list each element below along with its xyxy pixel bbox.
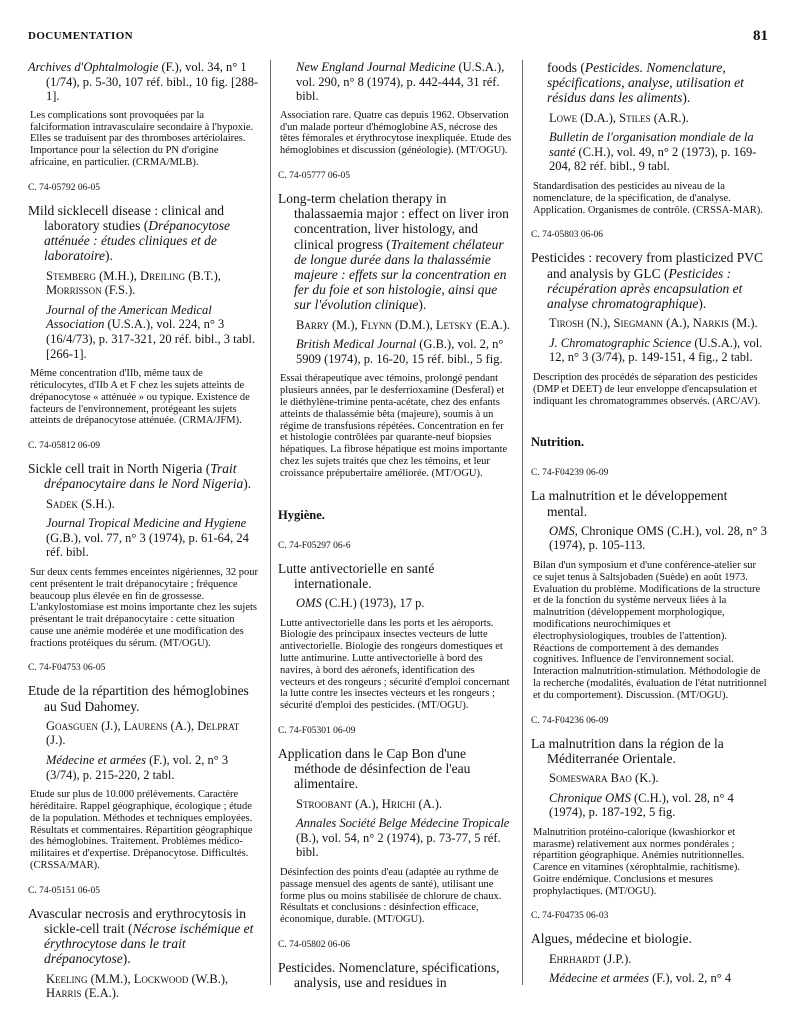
entry-code: C. 74-05792 06-05 [28,182,101,193]
entry-source [531,130,767,174]
title-close: ). [243,476,252,492]
column-divider [522,60,523,985]
title-translation: Traitement chélateur de longue durée dans la thalassémie majeure : effets sur la concentration en fer du foie et son histologie, ainsi que sur l'évolution clinique [294,236,507,313]
title-original: Long-term chelation therapy in thalassaemia major : effect on liver iron concentration, liver histology, and clinical progress ( [278,190,509,252]
section-heading-nutrition: Nutrition. [531,435,585,450]
citation-details: (F.), vol. 2, n° 3 (3/74), p. 215-220, 2 tabl. [46,753,229,782]
entry-authors: Tirosh (N.), Siegmann (A.), Narkis (M.). [549,316,758,331]
entry-title [278,191,512,313]
entry-abstract: Malnutrition protéino-calorique (kwashiorkor et marasme) relativement aux normes pondérales ; répartition géographique. Anémies nutritionnelles. Carence en vitamines (xérophtalmie, rachitisme). Goitre endémique. Conclusions et mesures prophylactiques. (MT/OGU). [533,826,745,897]
entry-title: Pesticides. Nomenclature, spécifications, analysis, use and residues in [278,959,500,991]
citation-details: (U.S.A.), vol. 290, n° 8 (1974), p. 442-444, 31 réf. bibl. [296,60,505,104]
entry-title [28,906,260,967]
entry-authors: Keeling (M.M.), Lockwood (W.B.), Harris (E.A.). [46,971,229,1001]
entry-source [531,791,767,820]
entry-abstract: Même concentration d'IIb, même taux de réticulocytes, d'IIb A et F chez les sujets atteints de drépanocytose « atténuée » ou typique. Existence de facteurs de l'environnement, protégeant les sujets atteints de drépanocytose atténuée. (CRMA/JFM). [30,368,250,427]
journal-title: Médecine et armées [549,971,649,986]
journal-title: Journal Tropical Medicine and Hygiene [46,516,247,531]
entry-code: C. 74-F04236 06-09 [531,715,609,726]
entry-title [531,250,767,311]
page-header [28,30,768,50]
entry-title: La malnutrition et le développement mental. [531,488,728,519]
column-2 [278,60,512,995]
entry-title: Algues, médecine et biologie. [531,931,692,947]
entry-code: C. 74-05802 06-06 [278,939,351,950]
page-number: 81 [753,28,768,44]
entry-abstract: Lutte antivectorielle dans les ports et les aéroports. Biologie des principaux insectes vecteurs de lutte antivectorielle. Biologie des rongeurs domestiques et lutte antimurine. Lutte antivectorielle à bord des navires, à bord des aéronefs, identification des vecteurs et des rongeurs ; sécurité d'emploi concernant la lutte contre les insectes vecteurs et les rongeurs ; sécurité d'emploi des pesticides. (MT/OGU). [280,617,510,712]
entry-source [28,516,260,560]
entry-code: C. 74-F04753 06-05 [28,663,106,674]
entry-source [278,816,512,860]
citation-details: (B.), vol. 54, n° 2 (1974), p. 73-77, 5 réf. bibl. [296,830,501,860]
entry-authors: Someswara Bao (K.). [549,770,659,785]
citation-details: (C.H.) (1973), 17 p. [321,595,425,610]
title-close: ). [682,90,691,106]
title-close: ). [698,295,707,311]
title-original: Avascular necrosis and erythrocytosis in sickle-cell trait ( [28,905,246,937]
entry-title: Lutte antivectorielle en santé internationale. [278,560,435,591]
entry-source [278,596,512,611]
entry-abstract: Description des procédés de séparation des pesticides (DMP et DEET) de leur enveloppe d'encapsulation et indiquant les chromatogrammes observés. (ARC/AV). [533,371,761,407]
title-translation: Drépanocytose atténuée : études cliniques et de laboratoire [44,217,230,264]
entry-authors: Ehrhardt (J.P.). [549,951,632,966]
entry-abstract: Désinfection des points d'eau (adaptée au rythme de passage mensuel des agents de santé), utilisant une forme plus ou moins stabilisée de chlorure de chaux. Résultats et conclusions : désinfection efficace, économique, durable. (MT/OGU). [280,866,502,926]
citation-details: , Chronique OMS (C.H.), vol. 28, n° 3 (1974), p. 105-113. [549,523,767,553]
section-heading-hygiene: Hygiène. [278,507,325,522]
journal-title: OMS [549,523,575,538]
entry-code: C. 74-05151 06-05 [28,885,101,896]
journal-title: Annales Société Belge Médecine Tropicale [296,816,510,831]
entry-code: C. 74-05812 06-09 [28,441,101,452]
entry-code: C. 74-05777 06-05 [278,170,351,181]
entry-code: C. 74-F05297 06-6 [278,540,351,551]
column-3 [531,60,767,993]
column-1 [28,60,260,1006]
citation-details: (C.H.), vol. 49, n° 2 (1973), p. 169-204, 82 réf. bibl., 9 tabl. [549,144,757,174]
entry-code: C. 74-F05301 06-09 [278,725,356,736]
entry-abstract: Bilan d'un symposium et d'une conférence-atelier sur ce sujet tenus à Saltsjobaden (Suède) en août 1973. Evaluation du problème. Modifications de la structure et de la fonction du système nerveux liées à la malnutrition (développement morphologique, modifications neurochimiques et électrophysiologiques, troubles de l'attention). Réactions de comportement à des demandes cognitives. Influence de l'environnement social. Interaction malnutrition-stimulation. Méthodologie de la recherche (modalités, évaluation de l'état nutritionnel et du comportement). Discussion. (MT/OGU). [533,559,767,701]
entry-source [278,337,512,366]
entry-source [531,336,767,365]
journal-title: OMS [296,595,322,610]
entry-authors: Barry (M.), Flynn (D.M.), Letsky (E.A.). [296,317,511,332]
entry-title [28,461,260,491]
title-close: ). [418,297,427,313]
citation-details: (F.), vol. 2, n° 4 [648,971,732,986]
entry-source [531,524,767,553]
citation-details: (F.), vol. 34, n° 1 (1/74), p. 5-30, 107 réf. bibl., 10 fig. [288-1]. [46,60,259,104]
entry-authors: Goasguen (J.), Laurens (A.), Delprat (J.). [46,718,240,748]
entry-title-continued [531,60,767,106]
journal-title: New England Journal Medicine [296,60,456,74]
entry-source [28,303,260,361]
journal-title: Chronique OMS [549,790,631,805]
entry-authors: Lowe (D.A.), Stiles (A.R.). [549,110,689,125]
entry-abstract: Les complications sont provoquées par la falciformation intravasculaire secondaire à l'hypoxie. Elles se traduisent par des thromboses artériolaires. Importance pour la sélection du PN d'origine africaine, en particulier. (CRMA/MLB). [30,109,254,168]
title-close: ). [105,248,113,264]
entry-code: C. 74-F04239 06-09 [531,468,609,479]
journal-title: British Medical Journal [296,337,417,352]
citation-details: (U.S.A.), vol. 224, n° 3 (16/4/73), p. 317-321, 20 réf. bibl., 3 tabl. [266-1]. [46,317,255,361]
column-divider [270,60,271,985]
title-translation: Nécrose ischémique et érythrocytose dans le trait drépanocytose [44,921,254,967]
journal-title: Journal of the American Medical Association [46,302,212,332]
entry-title: Etude de la répartition des hémoglobines au Sud Dahomey. [28,683,249,714]
entry-title: La malnutrition dans la région de la Méditerranée Orientale. [531,735,724,766]
title-original: foods ( [547,60,585,75]
entry-code: C. 74-F04735 06-03 [531,911,609,922]
journal-title: Médecine et armées [46,753,146,768]
entry-title: Application dans le Cap Bon d'une méthode de désinfection de l'eau alimentaire. [278,745,471,792]
entry-source [28,60,260,104]
entry-authors: Sadek (S.H.). [46,496,115,511]
entry-code: C. 74-05803 06-06 [531,230,604,241]
entry-abstract: Association rare. Quatre cas depuis 1962. Observation d'un malade porteur d'hémoglobine AS, nécrose des têtes fémorales et érythrocytose inexpliquée. Etude des hémoglobines et discussion (généologie). (MT/OGU). [280,109,512,157]
journal-title: Archives d'Ophtalmologie [28,60,159,74]
title-original: Mild sicklecell disease : clinical and laboratory studies ( [28,202,225,233]
citation-details: (U.S.A.), vol. 12, n° 3 (3/74), p. 149-151, 4 fig., 2 tabl. [549,335,763,365]
entry-abstract: Etude sur plus de 10.000 prélèvements. Caractère héréditaire. Rappel géographique, écologique ; étude de la population. Méthodes et techniques employées. Résultats et commentaires. Répartition géographique des hémoglobines. Traitement. Problèmes médico-militaires et d'expertise. Drépanocytose. Difficultés. (CRSSA/MAR). [30,789,253,872]
title-translation: Pesticides. Nomenclature, spécifications, analyse, utilisation et résidus dans les aliments [547,60,744,106]
entry-authors: Stemberg (M.H.), Dreiling (B.T.), Morrisson (F.S.). [46,268,221,298]
citation-details: (C.H.), vol. 28, n° 4 (1974), p. 187-192, 5 fig. [549,790,734,820]
title-translation: Trait drépanocytaire dans le Nord Nigeria [44,461,244,492]
entry-authors: Stroobant (A.), Hrichi (A.). [296,796,443,811]
entry-source [278,60,512,104]
entry-abstract: Essai thérapeutique avec témoins, prolongé pendant plusieurs années, par le desferrioxamine (Desferal) et le diéthylène-trimine penta-acétate, chez des enfants atteints de thalassémie bêta (majeure), soumis à un régime de transfusions répétées. Concentration en fer et histologie contrôlées par quarante-neuf biopsies hépatiques. La fibrose hépatique est moins importante chez les sujets traités que chez les témoins, et leur croissance prépubertaire améliorée. (MT/OGU). [280,373,508,479]
entry-title [28,203,260,264]
title-close: ). [122,951,131,967]
title-original: Sickle cell trait in North Nigeria ( [28,461,211,477]
entry-abstract: Standardisation des pesticides au niveau de la nomenclature, de la spécification, de d'analyse. Application. Organismes de contrôle. (CRSSA-MAR). [533,180,763,216]
title-original: Pesticides : recovery from plasticized PVC and analysis by GLC ( [531,250,764,281]
entry-source [531,971,767,986]
citation-details: (G.B.), vol. 2, n° 5909 (1974), p. 16-20, 15 réf. bibl., 5 fig. [296,337,504,366]
journal-title: Bulletin de l'organisation mondiale de la santé [549,130,754,159]
entry-source [28,753,260,782]
running-head: DOCUMENTATION [28,30,134,42]
title-translation: Pesticides : récupération après encapsulation et analyse chromatographique [547,265,743,311]
citation-details: (G.B.), vol. 77, n° 3 (1974), p. 61-64, 24 réf. bibl. [46,530,249,560]
journal-title: J. Chromatographic Science [549,335,692,350]
entry-abstract: Sur deux cents femmes enceintes nigériennes, 32 pour cent présentent le trait drépanocytaire ; fréquence beaucoup plus élevée en fin de grossesse. L'ankylostomiase est moins importante chez les sujets présentant le trait drépanocytaire : cette situation cause une anémie modérée et une modification des fractions protéiques du sérum. (MT/OGU). [30,566,259,649]
